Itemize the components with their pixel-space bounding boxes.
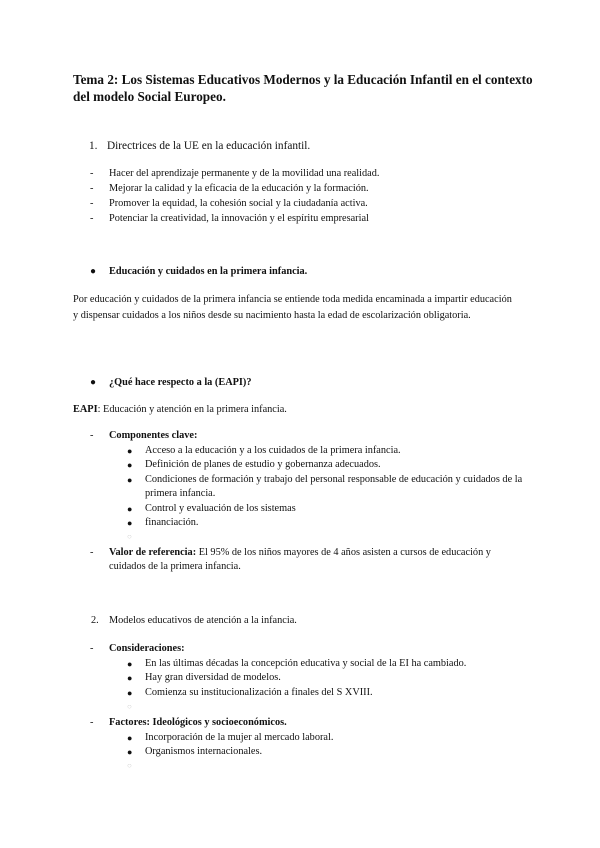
bullet-icon: ● [127, 673, 133, 683]
bullet-icon: ● [127, 518, 133, 528]
ecpi-heading [90, 265, 308, 279]
list-item [127, 671, 281, 685]
list-item [127, 516, 199, 530]
section-1-number: 1. [89, 140, 98, 152]
list-item-text: Hacer del aprendizaje permanente y de la movilidad una realidad. [109, 168, 380, 179]
list-item [127, 458, 381, 472]
section-2-heading-text: Modelos educativos de atención a la infancia. [109, 615, 297, 626]
bullet-icon: ● [127, 504, 133, 514]
list-item [90, 197, 368, 211]
components-label-text: Componentes clave: [109, 430, 198, 441]
bullet-icon: ● [127, 688, 133, 698]
list-item-text: financiación. [145, 517, 199, 528]
section-1-heading-text: Directrices de la UE en la educación infantil. [107, 140, 311, 152]
list-item-text: Incorporación de la mujer al mercado laboral. [145, 732, 334, 743]
eapi-definition [73, 403, 287, 417]
dash-marker: - [90, 198, 94, 209]
dash-marker: - [90, 430, 94, 441]
empty-bullet-icon: ○ [127, 702, 132, 711]
bullet-icon: ● [127, 460, 133, 470]
list-item [127, 745, 263, 759]
ecpi-paragraph: Por educación y cuidados de la primera infancia se entiende toda medida encaminada a impartir educación y dispensar cuidados a los niños desde su nacimiento hasta la edad de escolarización obligatoria. [73, 294, 512, 321]
bullet-icon: ● [127, 733, 133, 743]
factors-label-text: Factores: Ideológicos y socioeconómicos. [109, 717, 287, 728]
empty-bullet-icon: ○ [127, 532, 132, 541]
reference-text: El 95% de los niños mayores de 4 años asisten a cursos de educación y cuidados de la primera infancia. [109, 547, 491, 572]
section-2-number: 2. [91, 615, 99, 626]
list-item [127, 657, 467, 671]
eapi-heading-text: ¿Qué hace respecto a la (EAPI)? [109, 377, 252, 388]
dash-marker: - [90, 717, 94, 728]
list-item-text: Potenciar la creatividad, la innovación y el espíritu empresarial [109, 213, 369, 224]
list-item [127, 502, 296, 516]
bullet-icon: ● [127, 475, 133, 485]
reference-value [90, 546, 529, 574]
eapi-definition-text: : Educación y atención en la primera infancia. [97, 404, 287, 415]
list-item-text: Acceso a la educación y a los cuidados de la primera infancia. [145, 445, 401, 456]
list-item-text: Comienza su institucionalización a finales del S XVIII. [145, 687, 373, 698]
list-item-text: Definición de planes de estudio y gobernanza adecuados. [145, 459, 381, 470]
eapi-term: EAPI [73, 404, 98, 415]
dash-marker: - [90, 168, 94, 179]
bullet-icon: ● [127, 446, 133, 456]
ecpi-heading-text: Educación y cuidados en la primera infancia. [109, 266, 308, 277]
dash-marker: - [90, 183, 94, 194]
list-item [90, 182, 369, 196]
components-label [90, 429, 198, 443]
considerations-label-text: Consideraciones: [109, 643, 185, 654]
list-item-text: Hay gran diversidad de modelos. [145, 672, 281, 683]
factors-label [90, 716, 287, 730]
bullet-icon: ● [127, 747, 133, 757]
list-item [127, 444, 401, 458]
dash-marker: - [90, 547, 94, 558]
list-item-text: Promover la equidad, la cohesión social y la ciudadanía activa. [109, 198, 368, 209]
eapi-heading [90, 376, 252, 390]
reference-label: Valor de referencia: [109, 547, 197, 558]
list-item [90, 167, 380, 181]
list-item [127, 731, 334, 745]
list-item-text: Mejorar la calidad y la eficacia de la educación y la formación. [109, 183, 369, 194]
section-2-heading [91, 614, 297, 628]
bullet-icon: ● [90, 266, 97, 277]
list-item-text: En las últimas décadas la concepción educativa y social de la EI ha cambiado. [145, 658, 467, 669]
considerations-label [90, 642, 185, 656]
list-item [127, 473, 535, 501]
dash-marker: - [90, 643, 94, 654]
dash-marker: - [90, 213, 94, 224]
section-1-heading [89, 139, 311, 153]
list-item-text: Condiciones de formación y trabajo del personal responsable de educación y cuidados de la primera infancia. [145, 474, 523, 499]
list-item-text: Control y evaluación de los sistemas [145, 503, 296, 514]
list-item [127, 686, 373, 700]
page-title: Tema 2: Los Sistemas Educativos Modernos y la Educación Infantil en el contexto del modelo Social Europeo. [73, 72, 533, 104]
list-item [90, 212, 369, 226]
empty-bullet-icon: ○ [127, 761, 132, 770]
list-item-text: Organismos internacionales. [145, 746, 263, 757]
bullet-icon: ● [90, 377, 97, 388]
bullet-icon: ● [127, 659, 133, 669]
